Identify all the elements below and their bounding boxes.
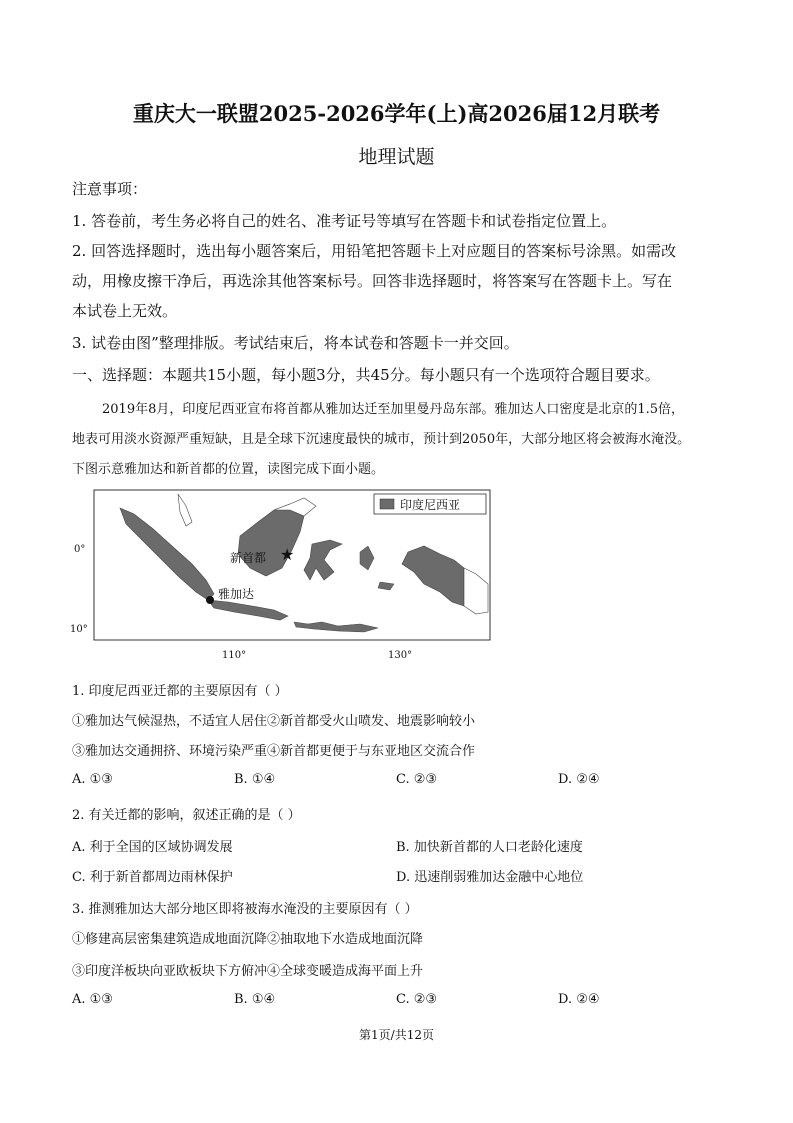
option-c[interactable]: C. ②③ [396,992,438,1007]
notice-heading: 注意事项： [72,180,148,198]
legend-label: 印度尼西亚 [400,498,461,512]
option-a[interactable]: A. ①③ [72,772,113,787]
indonesia-map [68,488,498,663]
notice-item: 1. 答卷前，考生务必将自己的姓名、准考证号等填写在答题卡和试卷指定位置上。 [72,212,617,230]
question-stem: 2. 有关迁都的影响，叙述正确的是（ ） [72,808,301,823]
question-line: ③雅加达交通拥挤、环境污染严重④新首都更便于与东亚地区交流合作 [72,744,476,759]
option-b[interactable]: B. ①④ [234,772,276,787]
notice-item: 2. 回答选择题时，选出每小题答案后，用铅笔把答题卡上对应题目的答案标号涂黑。如需改 [72,242,677,260]
jakarta-marker [206,596,214,604]
option-a[interactable]: A. ①③ [72,992,113,1007]
question-line: ①雅加达气候湿热，不适宜人居住②新首都受火山喷发、地震影响较小 [72,714,476,729]
option-a[interactable]: A. 利于全国的区域协调发展 [72,840,233,855]
jakarta-label: 雅加达 [218,587,255,601]
new-capital-label: 新首都 [230,551,267,565]
option-b[interactable]: B. 加快新首都的人口老龄化速度 [396,840,583,855]
lon-label: 110° [222,650,247,661]
option-b[interactable]: B. ①④ [234,992,276,1007]
lat-label: 0° [74,544,86,555]
new-capital-marker: ★ [280,545,295,564]
question-line: ①修建高层密集建筑造成地面沉降②抽取地下水造成地面沉降 [72,932,424,947]
passage-line: 下图示意雅加达和新首都的位置，读图完成下面小题。 [72,462,385,477]
question-stem: 3. 推测雅加达大部分地区即将被海水淹没的主要原因有（ ） [72,902,418,917]
notice-item: 本试卷上无效。 [72,302,178,320]
notice-item: 动，用橡皮擦干净后，再选涂其他答案标号。回答非选择题时，将答案写在答题卡上。写在 [72,272,673,290]
option-d[interactable]: D. ②④ [558,992,600,1007]
option-c[interactable]: C. 利于新首都周边雨林保护 [72,870,233,885]
page-number: 第1页/共12页 [359,1028,434,1042]
section-heading: 一、选择题：本题共15小题，每小题3分，共45分。每小题只有一个选项符合题目要求。 [72,366,660,384]
notice-item: 3. 试卷由图”整理排版。考试结束后，将本试卷和答题卡一并交回。 [72,334,519,352]
exam-subtitle: 地理试题 [358,146,435,168]
exam-title: 重庆大一联盟2025-2026学年(上)高2026届12月联考 [132,101,661,126]
lat-label: 10° [70,624,88,635]
option-d[interactable]: D. ②④ [558,772,600,787]
option-c[interactable]: C. ②③ [396,772,438,787]
question-line: ③印度洋板块向亚欧板块下方俯冲④全球变暖造成海平面上升 [72,964,424,979]
option-d[interactable]: D. 迅速削弱雅加达金融中心地位 [396,870,584,885]
lon-label: 130° [388,650,413,661]
map-legend [374,494,486,514]
passage-line: 地表可用淡水资源严重短缺，且是全球下沉速度最快的城市，预计到2050年，大部分地区将会被海水淹没。 [72,432,691,447]
question-stem: 1. 印度尼西亚迁都的主要原因有（ ） [72,684,288,699]
passage-line: 2019年8月，印度尼西亚宣布将首都从雅加达迁至加里曼丹岛东部。雅加达人口密度是北京的1.5倍， [102,402,685,417]
